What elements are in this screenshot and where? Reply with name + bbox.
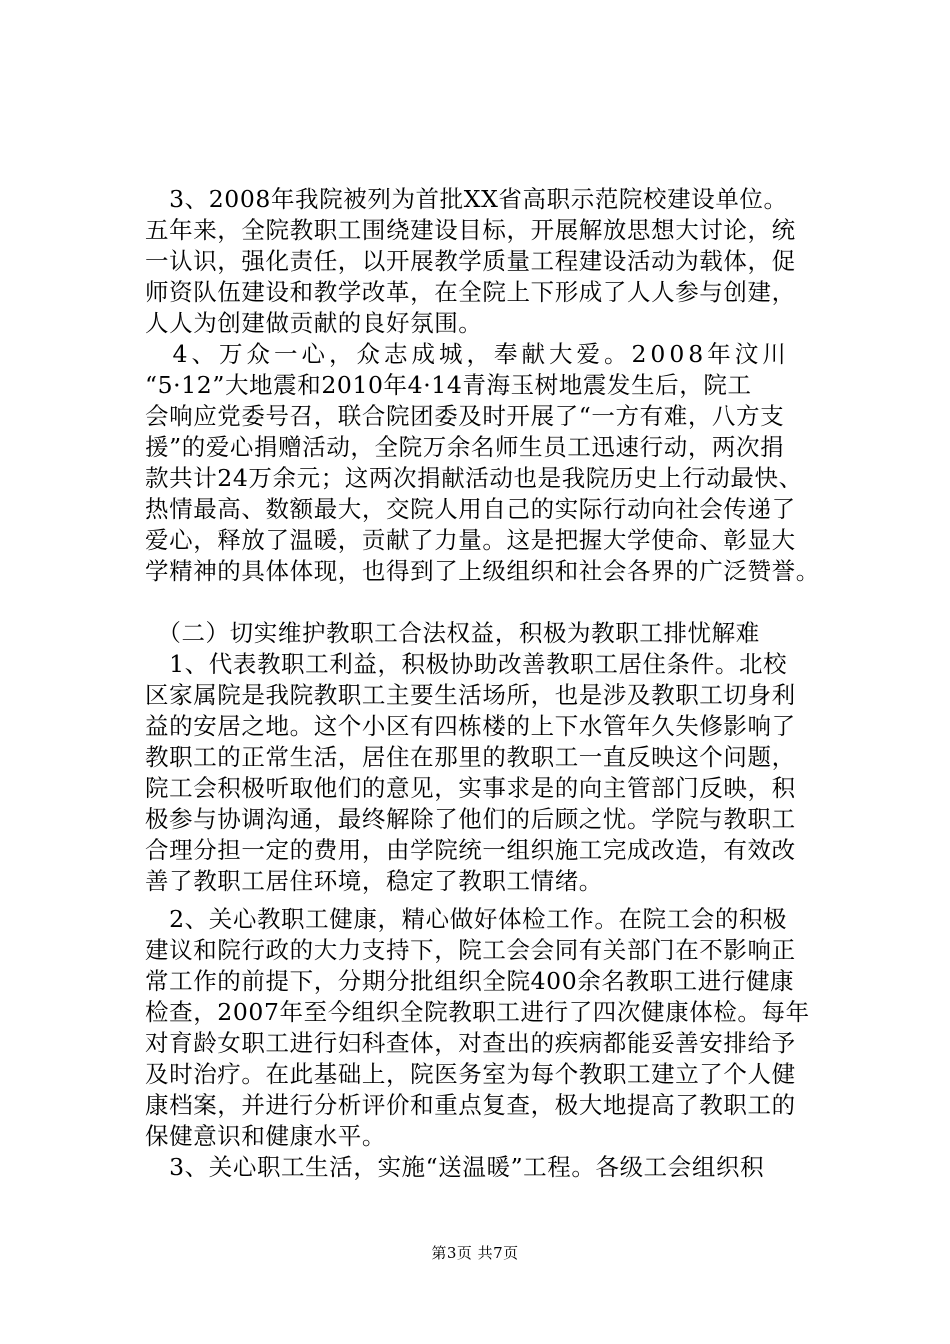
text-line: 检查，2007年至今组织全院教职工进行了四次健康体检。每年 bbox=[145, 998, 810, 1026]
text-line: 区家属院是我院教职工主要生活场所，也是涉及教职工切身利 bbox=[145, 681, 796, 709]
text-line: 善了教职工居住环境，稳定了教职工情绪。 bbox=[145, 867, 603, 895]
text-line: 对育龄女职工进行妇科查体，对查出的疾病都能妥善安排给予 bbox=[145, 1029, 796, 1057]
text-line: 院工会积极听取他们的意见，实事求是的向主管部门反映，积 bbox=[145, 774, 796, 802]
text-line: 1、代表教职工利益，积极协助改善教职工居住条件。北校 bbox=[145, 650, 788, 678]
section-heading: （二）切实维护教职工合法权益，积极为教职工排忧解难 bbox=[145, 619, 760, 647]
text-line: 保健意识和健康水平。 bbox=[145, 1122, 386, 1150]
text-line: 会响应党委号召，联合院团委及时开展了“一方有难，八方支 bbox=[145, 402, 785, 430]
text-line: 人人为创建做贡献的良好氛围。 bbox=[145, 309, 483, 337]
text-line: 五年来，全院教职工围绕建设目标，开展解放思想大讨论，统 bbox=[145, 216, 796, 244]
text-line: 极参与协调沟通，最终解除了他们的后顾之忧。学院与教职工 bbox=[145, 805, 796, 833]
text-line: 及时治疗。在此基础上，院医务室为每个教职工建立了个人健 bbox=[145, 1060, 796, 1088]
page-number: 第3页 共7页 bbox=[431, 1244, 519, 1262]
text-line: 康档案，并进行分析评价和重点复查，极大地提高了教职工的 bbox=[145, 1091, 796, 1119]
text-line: 教职工的正常生活，居住在那里的教职工一直反映这个问题， bbox=[145, 743, 796, 771]
text-line: 3、关心职工生活，实施“送温暖”工程。各级工会组织积 bbox=[145, 1153, 765, 1181]
text-line: 一认识，强化责任，以开展教学质量工程建设活动为载体，促 bbox=[145, 247, 796, 275]
text-line: 师资队伍建设和教学改革，在全院上下形成了人人参与创建， bbox=[145, 278, 796, 306]
text-line: 爱心，释放了温暖，贡献了力量。这是把握大学使命、彰显大 bbox=[145, 526, 796, 554]
text-line: 款共计24万余元；这两次捐献活动也是我院历史上行动最快、 bbox=[145, 464, 803, 492]
text-line: “5·12”大地震和2010年4·14青海玉树地震发生后，院工 bbox=[145, 371, 752, 399]
text-line: 合理分担一定的费用，由学院统一组织施工完成改造，有效改 bbox=[145, 836, 796, 864]
text-line: 益的安居之地。这个小区有四栋楼的上下水管年久失修影响了 bbox=[145, 712, 796, 740]
text-line: 学精神的具体体现，也得到了上级组织和社会各界的广泛赞誉。 bbox=[145, 557, 820, 585]
text-line: 援”的爱心捐赠活动，全院万余名师生员工迅速行动，两次捐 bbox=[145, 433, 785, 461]
text-line: 4、万众一心，众志成城，奉献大爱。2008年汶川 bbox=[145, 340, 790, 368]
text-line: 建议和院行政的大力支持下，院工会会同有关部门在不影响正 bbox=[145, 936, 796, 964]
text-line: 热情最高、数额最大，交院人用自己的实际行动向社会传递了 bbox=[145, 495, 796, 523]
text-line: 3、2008年我院被列为首批XX省高职示范院校建设单位。 bbox=[145, 185, 788, 213]
text-line: 常工作的前提下，分期分批组织全院400余名教职工进行健康 bbox=[145, 967, 795, 995]
text-line: 2、关心教职工健康，精心做好体检工作。在院工会的积极 bbox=[145, 905, 788, 933]
